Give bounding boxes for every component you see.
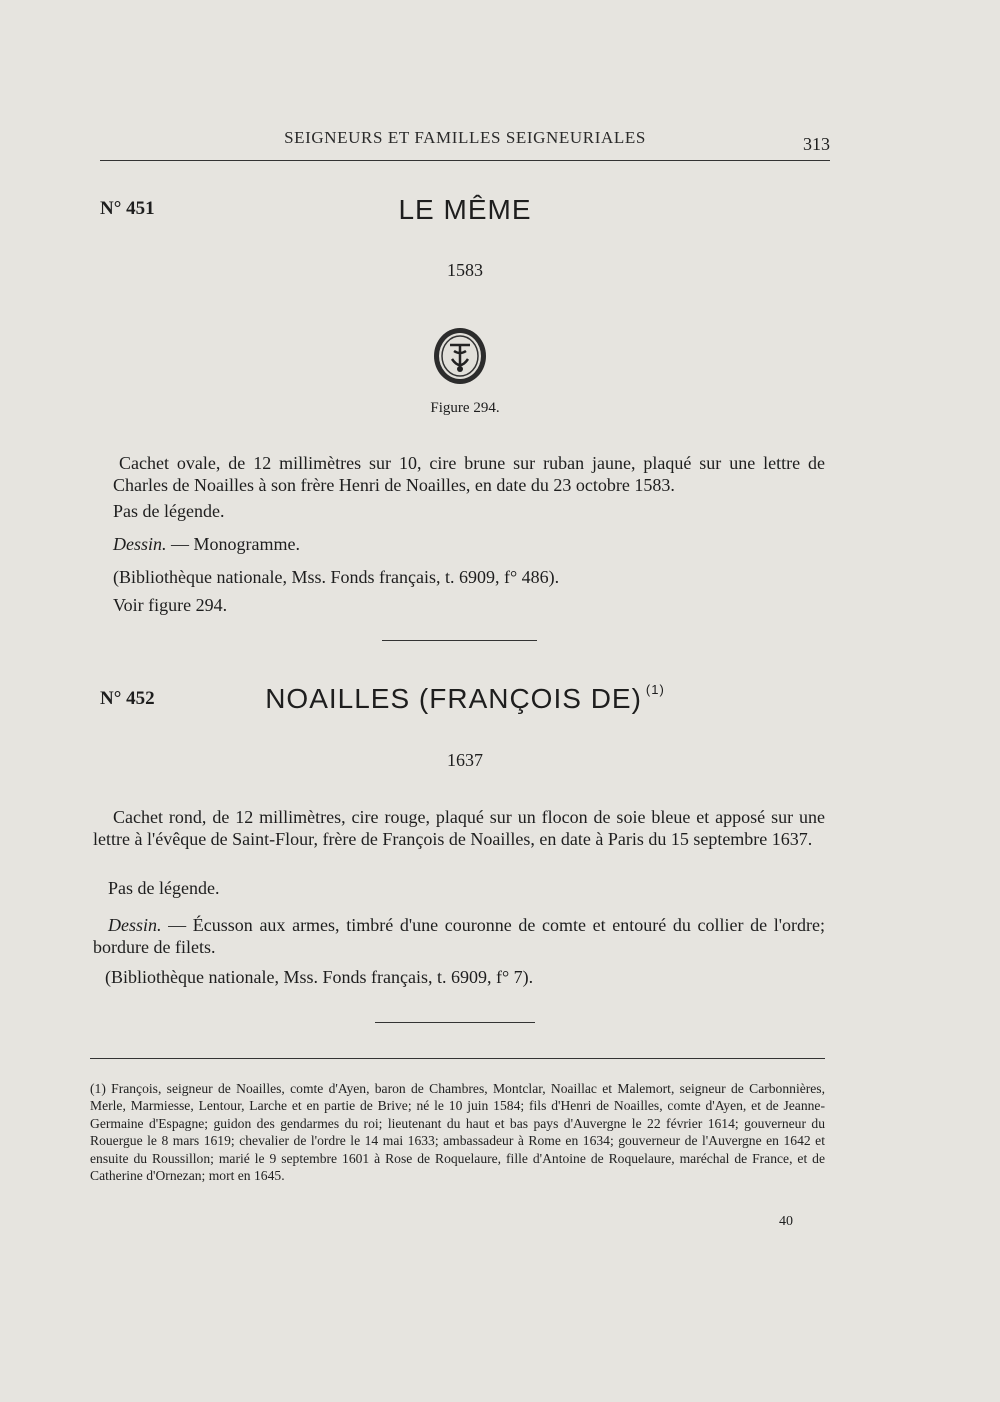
entry-451-title: LE MÊME xyxy=(398,194,532,225)
entry-452-design-text: — Écusson aux armes, timbré d'une couronne de comte et entouré du collier de l'ordre; bordure de filets. xyxy=(93,915,825,957)
header-rule xyxy=(100,160,830,161)
entry-451-source: (Bibliothèque nationale, Mss. Fonds français, t. 6909, f° 486). xyxy=(113,567,560,587)
figure-294-caption: Figure 294. xyxy=(430,400,500,416)
entry-451-design xyxy=(113,534,300,555)
entry-451-see-figure: Voir figure 294. xyxy=(113,595,228,615)
footnote-1: (1) François, seigneur de Noailles, comte d'Ayen, baron de Chambres, Montclar, Noaillac et Malemort, seigneur de Carbonnières, Merle, Marmiesse, Lentour, Larche et en partie de Brive; né le 10 juin 1584; fils d'Henri de Noailles, comte d'Ayen, et de Jeanne-Germaine d'Espagne; guidon des gendarmes du roi; lieutenant du haut et bas pays d'Auvergne le 22 février 1614; gouverneur du Rouergue le 8 mars 1619; chevalier de l'ordre le 14 mai 1633; ambassadeur à Rome en 1634; gouverneur de l'Auvergne en 1642 et ensuite du Roussillon; marié le 9 septembre 1601 à Rose de Roquelaure, fille d'Antoine de Roquelaure, maréchal de France, et de Catherine d'Ornezan; mort en 1645. xyxy=(90,1081,825,1184)
section-separator xyxy=(382,640,537,641)
signature-mark: 40 xyxy=(779,1214,793,1229)
page-number: 313 xyxy=(803,134,830,154)
entry-451-design-label: Dessin. xyxy=(113,534,167,554)
entry-452-description: Cachet rond, de 12 millimètres, cire rouge, plaqué sur un flocon de soie bleue et apposé sur une lettre à l'évêque de Saint-Flour, frère de François de Noailles, en date à Paris du 15 septembre 1637. xyxy=(93,807,825,849)
entry-452-design-label: Dessin. xyxy=(108,915,162,935)
entry-452-title-block xyxy=(100,682,830,715)
section-separator-2 xyxy=(375,1022,535,1023)
entry-451-design-text: — Monogramme. xyxy=(166,534,300,554)
entry-452-note-ref: (1) xyxy=(645,682,665,697)
entry-451-legend: Pas de légende. xyxy=(113,501,225,521)
entry-452-number-prefix: N° xyxy=(100,688,122,709)
entry-451-number-prefix: N° xyxy=(100,198,122,219)
entry-451-number-value: 451 xyxy=(126,198,155,219)
entry-451-year: 1583 xyxy=(447,260,483,280)
entry-452-source: (Bibliothèque nationale, Mss. Fonds français, t. 6909, f° 7). xyxy=(105,967,534,987)
entry-452-number-value: 452 xyxy=(126,688,155,709)
seal-monogram-icon xyxy=(430,325,490,387)
footnote-rule xyxy=(90,1058,825,1059)
entry-451-description: Cachet ovale, de 12 millimètres sur 10, cire brune sur ruban jaune, plaqué sur une lettre de Charles de Noailles à son frère Henri de Noailles, en date du 23 octobre 1583. xyxy=(113,453,825,495)
entry-452-legend: Pas de légende. xyxy=(108,878,220,898)
entry-452-title: NOAILLES (FRANÇOIS DE) xyxy=(265,683,642,714)
running-header-title: SEIGNEURS ET FAMILLES SEIGNEURIALES xyxy=(284,128,646,147)
seal-monogram-image xyxy=(430,325,490,387)
entry-452-design xyxy=(93,914,825,958)
entry-452-year: 1637 xyxy=(447,750,483,770)
